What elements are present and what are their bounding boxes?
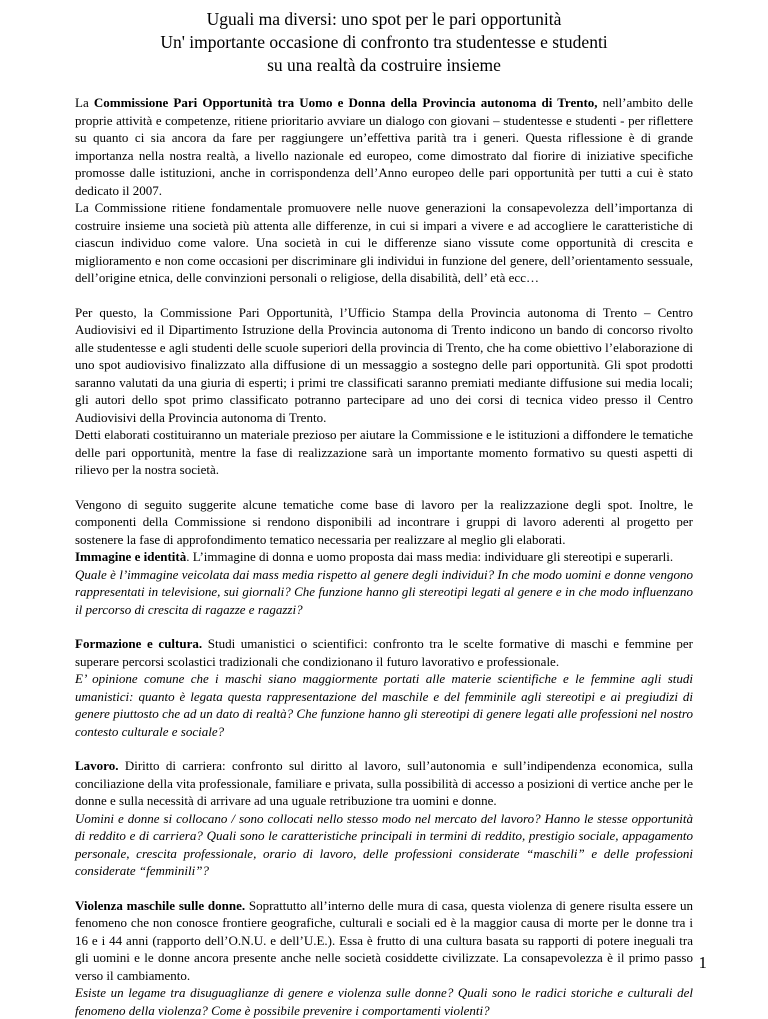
theme-4-title: Violenza maschile sulle donne. (75, 897, 246, 913)
document-subtitle-line-1: Un' importante occasione di confronto tra studentesse e studenti (160, 32, 608, 52)
document-title: Uguali ma diversi: uno spot per le pari opportunità (206, 9, 562, 29)
theme-4-text: Soprattutto all’interno delle mura di casa, questa violenza di genere risulta essere un fenomeno che non conosce frontiere geografiche, culturali e sociali ed è la maggior causa di morte per le donne tra i 16 e i 44 anni (rapporto dell’O.N.U. e dell’U.E.). Essa è frutto di una cultura basata su rapporti di potere ineguali tra gli uomini e le donne ancora presente anche nelle società cosiddette civilizzate. La consapevolezza è il primo passo verso il cambiamento. (75, 897, 693, 983)
theme-2-title: Formazione e cultura. (75, 636, 203, 651)
theme-3-title: Lavoro. (75, 758, 119, 773)
theme-2-question: E’ opinione comune che i maschi siano maggiormente portati alle materie scientifiche e le femmine agli studi umanistici: quanto è legata questa rappresentazione del maschile e del femminile agli stereotipi e ai pregiudizi di genere piuttosto che ad un dato di realtà? Che funzione hanno gli stereotipi di genere legati alle professioni nel nostro contesto culturale e sociale? (75, 671, 693, 739)
themes-intro-paragraph: Vengono di seguito suggerite alcune tematiche come base di lavoro per la realizzazione degli spot. Inoltre, le componenti della Commissione si rendono disponibili ad incontrare i gruppi di lavoro aderenti al progetto per sostenere la fase di approfondimento tematico necessaria per realizzare al meglio gli elaborati. (75, 496, 693, 547)
theme-1-paragraph (75, 548, 693, 566)
theme-3-text: Diritto di carriera: confronto sul diritto al lavoro, sull’autonomia e sull’indipendenza economica, sulla conciliazione della vita professionale, familiare e privata, sulla possibilità di accesso a posizioni di vertice anche per le donne e sulla necessità di arrivare ad una uguale retribuzione tra uomini e donne. (75, 758, 693, 808)
bando-paragraph-1: Per questo, la Commissione Pari Opportunità, l’Ufficio Stampa della Provincia autonoma di Trento – Centro Audiovisivi ed il Dipartimento Istruzione della Provincia autonoma di Trento indicono un bando di concorso rivolto alle studentesse e agli studenti delle scuole superiori della provincia di Trento, che ha come obiettivo l’elaborazione di uno spot audiovisivo finalizzato alla diffusione di un messaggio a sostegno delle pari opportunità. Gli spot prodotti saranno valutati da una giuria di esperti; i primi tre classificati saranno premiati mediante diffusione sui media locali; gli autori dello spot primo classificato potranno partecipare ad uno dei corsi di tecnica video presso il Centro Audiovisivi della Provincia autonoma di Trento. (75, 304, 693, 425)
title-block (0, 8, 768, 77)
theme-2-paragraph (75, 635, 693, 670)
theme-1-title: Immagine e identità (75, 549, 187, 564)
document-subtitle-line-2: su una realtà da costruire insieme (267, 55, 501, 75)
page-number: 1 (698, 953, 707, 972)
intro-lead: La (75, 95, 94, 110)
intro-paragraph-2: La Commissione ritiene fondamentale promuovere nelle nuove generazioni la consapevolezza dell’importanza di costruire insieme una società più attenta alle differenze, in cui si impari a vivere e ad accogliere le caratteristiche di ciascun individuo come valore. Una società in cui le differenze siano vissute come opportunità di crescita e miglioramento e non come occasioni per discriminare gli individui in funzione del genere, dell’orientamento sessuale, dell’origine etnica, delle convinzioni personali o religiose, della disabilità, dell’ età ecc… (75, 200, 693, 285)
document-body (75, 94, 693, 1019)
intro-paragraph-1 (75, 94, 693, 199)
intro-rest: nell’ambito delle proprie attività e competenze, ritiene prioritario avviare un dialogo con giovani – studentesse e studenti - per riflettere su quanto ci sia ancora da fare per raggiungere un’effettiva parità tra i generi. Questa riflessione è di grande importanza nella nostra realtà, a livello nazionale ed europeo, come dimostrato dal fiorire di iniziative specifiche promosse dalle istituzioni, anche in corrispondenza dell’Anno europeo delle pari opportunità per tutti a cui è stato dedicato il 2007. (75, 95, 693, 198)
theme-2-text: Studi umanistici o scientifici: confronto tra le scelte formative di maschi e femmine per superare percorsi scolastici tradizionali che condizionano il futuro lavorativo e professionale. (75, 636, 694, 669)
theme-1-text: . L’immagine di donna e uomo proposta dai mass media: individuare gli stereotipi e superarli. (186, 549, 674, 564)
bando-paragraph-2: Detti elaborati costituiranno un materiale prezioso per aiutare la Commissione e le istituzioni a diffondere le tematiche delle pari opportunità, mentre la fase di realizzazione sarà un importante momento formativo su questi aspetti di rilievo per la nostra società. (75, 427, 693, 477)
theme-4-question: Esiste un legame tra disuguaglianze di genere e violenza sulle donne? Quali sono le radici storiche e culturali del fenomeno della violenza? Come è possibile prevenire i comportamenti violenti? (75, 985, 693, 1018)
theme-3-question: Uomini e donne si collocano / sono collocati nello stesso modo nel mercato del lavoro? Hanno le stesse opportunità di reddito e di carriera? Quali sono le caratteristiche principali in termini di reddito, prestigio sociale, appagamento personale, crescita professionale, orario di lavoro, delle professioni considerate “maschili” e delle professioni considerate “femminili”? (75, 810, 693, 878)
theme-3-paragraph (75, 757, 693, 810)
theme-1-question: Quale è l’immagine veicolata dai mass media rispetto al genere degli individui? In che modo uomini e donne vengono rappresentati in televisione, sui giornali? Che funzione hanno gli stereotipi legati al genere e in che modo influenzano il percorso di crescita di ragazze e ragazzi? (75, 566, 693, 617)
commission-name: Commissione Pari Opportunità tra Uomo e Donna della Provincia autonoma di Trento, (93, 95, 598, 110)
theme-4-paragraph (75, 897, 693, 985)
